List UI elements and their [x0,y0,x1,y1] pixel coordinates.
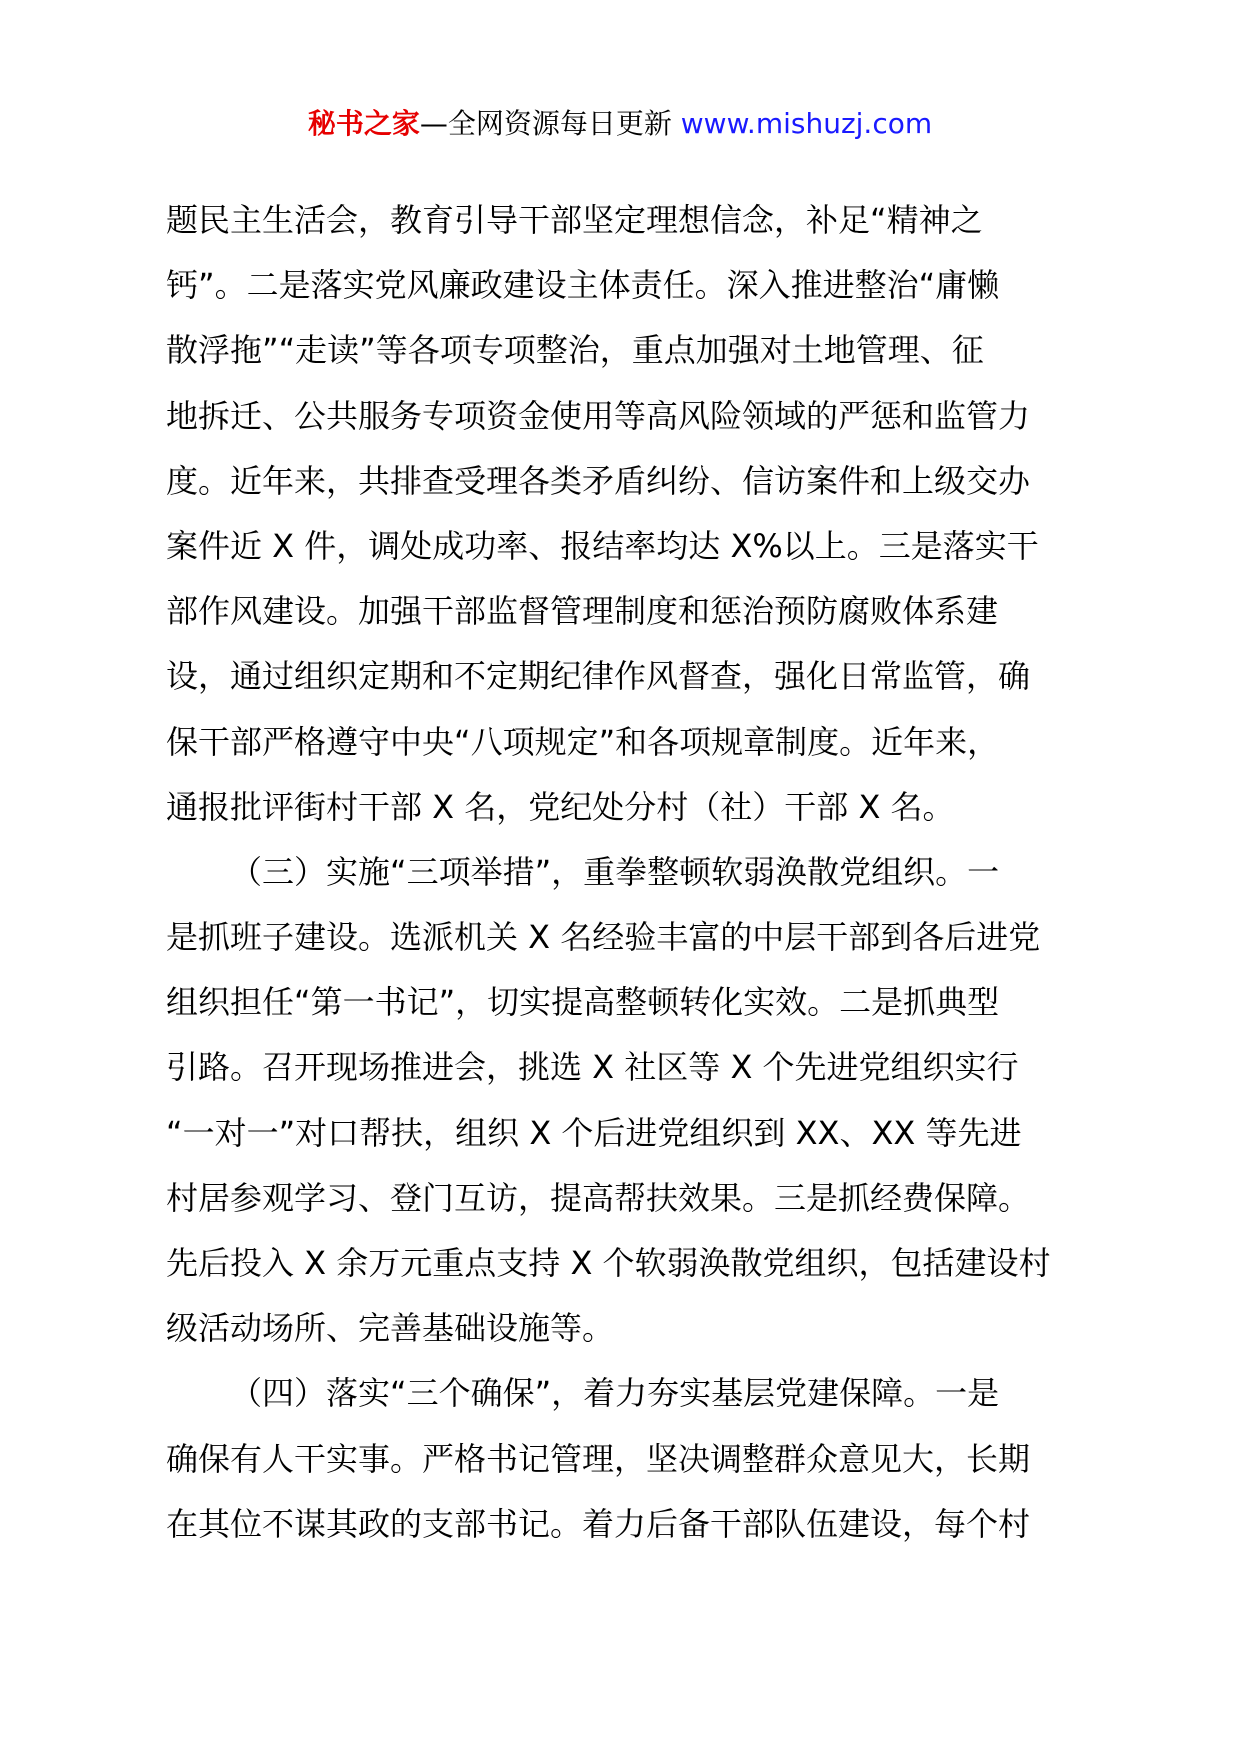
text-line: 案件近 X 件，调处成功率、报结率均达 X%以上。三是落实干 [166,526,1039,565]
text-line: 先后投入 X 余万元重点支持 X 个软弱涣散党组织，包括建设村 [166,1244,1051,1282]
document-body [166,188,1078,1557]
text-line: 部作风建设。加强干部监督管理制度和惩治预防腐败体系建 [166,592,999,631]
website-link[interactable]: www.mishuzj.com [680,107,933,140]
brand-name: 秘书之家 [307,107,420,140]
text-line: 散浮拖”“走读”等各项专项整治，重点加强对土地管理、征 [166,331,984,370]
text-line: 钙”。二是落实党风廉政建设主体责任。深入推进整治“庸懒 [166,266,1000,305]
header-slogan: —全网资源每日更新 [419,107,681,140]
text-line: 设，通过组织定期和不定期纪律作风督查，强化日常监管，确 [166,657,1031,696]
paragraph-heading-line: （三）实施“三项举措”，重拳整顿软弱涣散党组织。一 [230,852,1000,891]
text-line: 题民主生活会，教育引导干部坚定理想信念，补足“精神之 [166,201,983,239]
page-header [0,98,1240,150]
text-line: 组织担任“第一书记”，切实提高整顿转化实效。二是抓典型 [166,983,1000,1022]
text-line: “一对一”对口帮扶，组织 X 个后进党组织到 XX、XX 等先进 [166,1113,1022,1152]
text-line: 保干部严格遵守中央“八项规定”和各项规章制度。近年来， [166,722,1000,761]
text-line: 引路。召开现场推进会，挑选 X 社区等 X 个先进党组织实行 [166,1048,1019,1087]
text-line: 度。近年来，共排查受理各类矛盾纠纷、信访案件和上级交办 [166,461,1031,500]
text-line: 确保有人干实事。严格书记管理，坚决调整群众意见大，长期 [166,1439,1031,1478]
text-line: 地拆迁、公共服务专项资金使用等高风险领域的严惩和监管力 [166,396,1031,435]
text-line: 通报批评街村干部 X 名，党纪处分村（社）干部 X 名。 [166,787,955,826]
text-line: 在其位不谋其政的支部书记。着力后备干部队伍建设，每个村 [166,1504,1031,1543]
text-line: 级活动场所、完善基础设施等。 [166,1309,615,1348]
text-line: 是抓班子建设。选派机关 X 名经验丰富的中层干部到各后进党 [166,918,1041,957]
paragraph-heading-line: （四）落实“三个确保”，着力夯实基层党建保障。一是 [230,1374,1000,1413]
text-line: 村居参观学习、登门互访，提高帮扶效果。三是抓经费保障。 [166,1178,1031,1217]
